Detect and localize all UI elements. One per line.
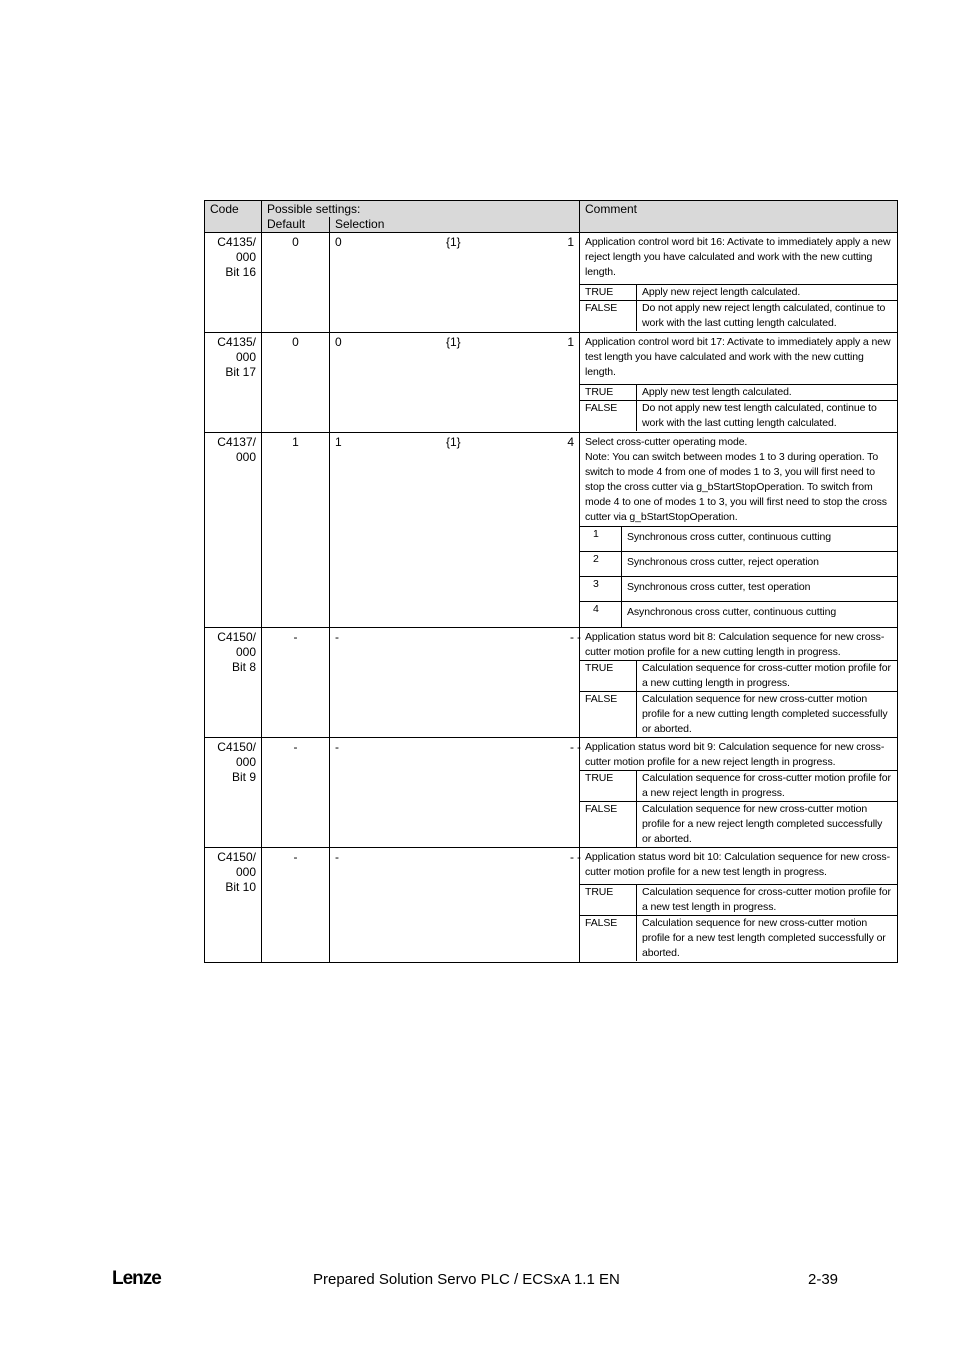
selection-min: - [335,739,339,754]
selection-max: - [570,849,574,864]
header-selection: Selection [329,217,384,232]
code-bit: Bit 10 [225,879,256,894]
mode-value: Synchronous cross cutter, continuous cutting [622,527,898,552]
code-cell [205,737,262,847]
header-possible-settings [262,201,580,233]
table-row [205,627,898,737]
code-cell [205,433,262,628]
option-key: FALSE [580,801,637,847]
comment-note: Note: You can switch between modes 1 to 3 during operation. To switch to mode 4 from one of modes 1 to 3, you will first need to stop the cross cutter via g_bStartStopOperation. To switch from mode 4 to one of modes 1 to 3, you will first need to stop the cross cutter via g_bStartStopOperation. [585,451,887,523]
footer-title: Prepared Solution Servo PLC / ECSxA 1.1 EN [313,1271,620,1288]
selection-min: 1 [335,435,342,449]
option-list [580,660,897,737]
option-key: TRUE [580,884,637,915]
selection-step: {1} [446,335,461,349]
option-row [580,770,897,801]
code-number: C4135/ [217,235,256,249]
option-key: TRUE [580,285,637,301]
lenze-logo: Lenze [112,1268,161,1289]
mode-key: 3 [580,577,622,602]
code-bit: Bit 16 [225,265,256,279]
comment-cell [580,847,898,962]
option-row [580,285,897,301]
header-comment: Comment [580,201,898,233]
table-header [205,201,898,233]
selection-step: - [577,739,581,754]
code-bit: Bit 8 [231,659,256,674]
option-key: TRUE [580,770,637,801]
mode-value: Synchronous cross cutter, test operation [622,577,898,602]
comment-cell [580,433,898,628]
comment-text: Application status word bit 10: Calculation sequence for new cross-cutter motion profile for a new test length in progress. [585,850,890,878]
comment-cell [580,737,898,847]
selection-max: 4 [567,435,574,449]
mode-key: 1 [580,527,622,552]
header-default: Default [267,217,306,231]
page-number: 2-39 [808,1271,839,1288]
mode-row [580,577,897,602]
selection-min: 0 [335,235,342,249]
comment-cell [580,333,898,433]
mode-value: Asynchronous cross cutter, continuous cutting [622,602,898,627]
option-row [580,691,897,737]
mode-value: Synchronous cross cutter, reject operation [622,552,898,577]
code-subindex: 000 [235,350,256,364]
selection-max: - [570,739,574,754]
option-row [580,401,897,432]
option-list [580,884,897,961]
comment-text [580,433,897,526]
comment-cell [580,233,898,333]
option-row [580,660,897,691]
option-value: Calculation sequence for cross-cutter motion profile for a new test length in progress. [637,884,898,915]
option-value: Calculation sequence for new cross-cutter motion profile for a new cutting length completed successfully or aborted. [637,691,898,737]
option-row [580,801,897,847]
selection-cell [330,433,580,628]
selection-step: {1} [446,235,461,249]
option-list [580,384,897,431]
code-number: C4150/ [217,849,256,864]
selection-min: - [335,629,339,644]
option-value: Calculation sequence for new cross-cutter motion profile for a new reject length completed successfully or aborted. [637,801,898,847]
option-value: Calculation sequence for cross-cutter motion profile for a new cutting length in progress. [637,660,898,691]
code-number: C4150/ [217,739,256,754]
code-subindex: 000 [235,754,256,769]
option-value: Apply new test length calculated. [637,385,898,401]
comment-cell [580,627,898,737]
default-cell: 1 [262,433,330,628]
default-cell: 0 [262,233,330,333]
selection-step: - [577,849,581,864]
option-key: FALSE [580,401,637,432]
selection-cell [330,847,580,962]
option-key: TRUE [580,660,637,691]
option-value: Apply new reject length calculated. [637,285,898,301]
header-code: Code [205,201,262,233]
code-bit: Bit 17 [225,365,256,379]
comment-text: Application control word bit 16: Activate to immediately apply a new reject length you have calculated and work with the new cutting length. [585,236,891,278]
selection-cell [330,233,580,333]
mode-key: 2 [580,552,622,577]
code-subindex: 000 [235,450,256,464]
option-value: Calculation sequence for new cross-cutter motion profile for a new test length completed successfully or aborted. [637,915,898,961]
parameter-table [204,200,898,963]
option-row [580,915,897,961]
default-cell: - [262,737,330,847]
table-row [205,737,898,847]
option-row [580,385,897,401]
code-number: C4150/ [217,629,256,644]
code-cell [205,333,262,433]
mode-row [580,552,897,577]
option-key: TRUE [580,385,637,401]
selection-min: - [335,849,339,864]
default-cell: - [262,627,330,737]
option-key: FALSE [580,691,637,737]
option-key: FALSE [580,915,637,961]
option-value: Do not apply new test length calculated, continue to work with the last cutting length calculated. [637,401,898,432]
code-cell [205,627,262,737]
code-subindex: 000 [235,644,256,659]
table-row [205,333,898,433]
code-subindex: 000 [235,250,256,264]
selection-max: 1 [567,335,574,349]
comment-text: Application control word bit 17: Activate to immediately apply a new test length you have calculated and work with the new cutting length. [585,336,891,378]
comment-line: Select cross-cutter operating mode. [585,436,748,448]
option-value: Calculation sequence for cross-cutter motion profile for a new reject length in progress. [637,770,898,801]
code-cell [205,233,262,333]
selection-step: - [577,629,581,644]
code-bit: Bit 9 [231,769,256,784]
table-row [205,433,898,628]
selection-cell [330,333,580,433]
selection-max: 1 [567,235,574,249]
code-number: C4135/ [217,335,256,349]
code-number: C4137/ [217,435,256,449]
header-possible-settings-label: Possible settings: [267,202,361,216]
selection-max: - [570,629,574,644]
selection-min: 0 [335,335,342,349]
default-cell: 0 [262,333,330,433]
option-row [580,884,897,915]
option-list [580,770,897,847]
option-row [580,301,897,332]
selection-step: {1} [446,435,461,449]
code-cell [205,847,262,962]
comment-text: Application status word bit 8: Calculation sequence for new cross-cutter motion profile for a new cutting length in progress. [585,630,885,658]
default-cell: - [262,847,330,962]
mode-row [580,602,897,627]
mode-key: 4 [580,602,622,627]
comment-text: Application status word bit 9: Calculation sequence for new cross-cutter motion profile for a new reject length in progress. [585,740,885,768]
table-row [205,847,898,962]
table-row [205,233,898,333]
mode-list [580,526,897,627]
selection-cell [330,627,580,737]
option-value: Do not apply new reject length calculated, continue to work with the last cutting length calculated. [637,301,898,332]
option-list [580,284,897,331]
mode-row [580,527,897,552]
option-key: FALSE [580,301,637,332]
selection-cell [330,737,580,847]
code-subindex: 000 [235,864,256,879]
